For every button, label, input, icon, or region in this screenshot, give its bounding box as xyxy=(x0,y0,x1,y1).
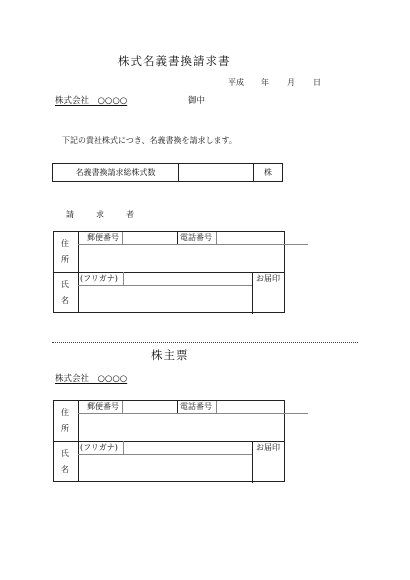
phone-label: 電話番号 xyxy=(180,233,212,242)
address-label-2: 所 xyxy=(61,424,69,433)
name-label-2: 名 xyxy=(61,465,69,474)
total-shares-table xyxy=(52,163,283,182)
company-name: 株式会社 ○○○○ xyxy=(55,96,128,106)
cut-line-divider xyxy=(52,342,358,343)
stub-title: 株主票 xyxy=(151,348,189,362)
requester-heading: 請 求 者 xyxy=(66,210,141,219)
furigana-label-divider xyxy=(123,272,124,285)
form-row-divider xyxy=(54,272,284,273)
seal-divider xyxy=(252,272,253,314)
date-day-unit: 日 xyxy=(313,78,321,87)
total-shares-value-field[interactable] xyxy=(179,164,254,181)
document-title: 株式名義書換請求書 xyxy=(118,54,231,68)
name-label-1: 氏 xyxy=(61,280,69,289)
date-month-unit: 月 xyxy=(287,78,295,87)
postal-label-divider xyxy=(122,232,123,244)
stub-form xyxy=(53,400,285,482)
date-year-unit: 年 xyxy=(261,78,269,87)
name-label-1: 氏 xyxy=(61,449,69,458)
furigana-label-divider xyxy=(123,441,124,454)
furigana-subrow-divider xyxy=(78,454,252,455)
honorific: 御中 xyxy=(188,96,206,106)
total-shares-unit: 株 xyxy=(264,168,272,177)
seal-divider xyxy=(252,441,253,483)
phone-label: 電話番号 xyxy=(180,402,212,411)
furigana-label: (フリガナ) xyxy=(80,443,118,452)
address-label-1: 住 xyxy=(61,408,69,417)
seal-label: お届印 xyxy=(256,443,280,452)
postal-code-label: 郵便番号 xyxy=(87,402,119,411)
phone-label-divider xyxy=(216,232,217,244)
total-shares-label: 名義書換請求総株式数 xyxy=(53,164,179,181)
postal-code-label: 郵便番号 xyxy=(87,233,119,242)
request-sentence: 下記の貴社株式につき、名義書換を請求します。 xyxy=(62,136,237,145)
address-subrow-divider xyxy=(78,244,308,245)
postal-phone-divider xyxy=(177,232,178,244)
address-subrow-divider xyxy=(78,413,308,414)
name-label-2: 名 xyxy=(61,296,69,305)
postal-phone-divider xyxy=(177,401,178,413)
furigana-label: (フリガナ) xyxy=(80,274,118,283)
furigana-subrow-divider xyxy=(78,285,252,286)
requester-form xyxy=(53,231,285,313)
stub-company-name: 株式会社 ○○○○ xyxy=(55,374,128,384)
seal-label: お届印 xyxy=(256,274,280,283)
address-label-1: 住 xyxy=(61,239,69,248)
address-label-2: 所 xyxy=(61,255,69,264)
form-row-divider xyxy=(54,441,284,442)
postal-label-divider xyxy=(122,401,123,413)
phone-label-divider xyxy=(216,401,217,413)
date-era: 平成 xyxy=(228,78,244,87)
